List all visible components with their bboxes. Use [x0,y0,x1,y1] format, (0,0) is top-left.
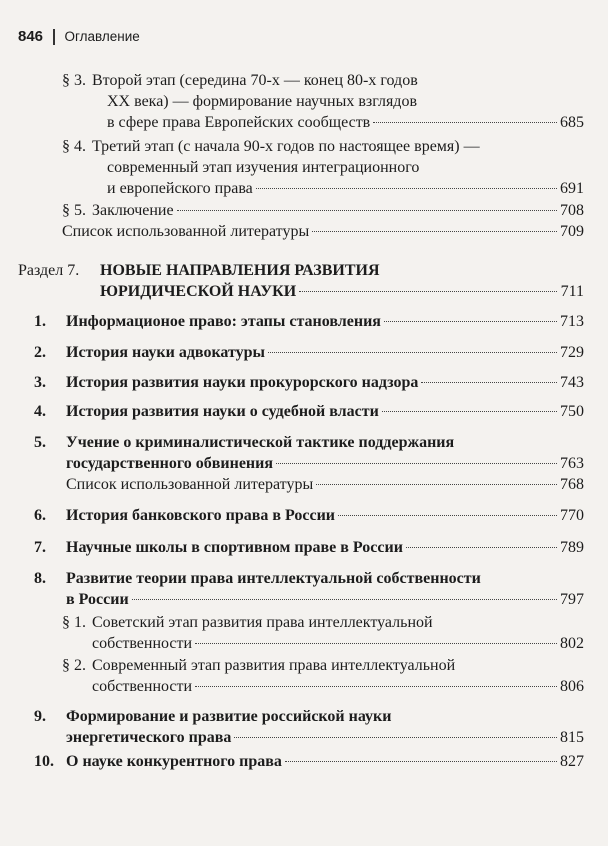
page-ref: 802 [560,635,584,652]
leader-dots [256,188,557,189]
chapter-number: 4. [34,403,46,420]
entry-line: История науки адвокатуры 729 [66,344,584,361]
leader-dots [316,484,557,485]
leader-dots [382,411,557,412]
page-ref: 685 [560,114,584,131]
page-ref: 691 [560,180,584,197]
entry-line: История развития науки о судебной власти 750 [66,403,584,420]
page-ref: 815 [560,729,584,746]
toc-entry-s5[interactable] [62,200,584,221]
entry-line: Формирование и развитие российской науки [66,708,392,725]
entry-line: История развития науки прокурорского надзора 743 [66,374,584,391]
entry-line: и европейского права 691 [107,180,584,197]
leader-dots [268,352,557,353]
page-ref: 713 [560,313,584,330]
header-title: Оглавление [64,29,140,44]
entry-line: Информационое право: этапы становления 713 [66,313,584,330]
entry-line: Научные школы в спортивном праве в России 789 [66,539,584,556]
running-header [18,28,140,45]
page-ref: 770 [560,507,584,524]
leader-dots [234,737,557,738]
toc-chapter-entry[interactable] [34,342,584,363]
entry-line: Список использованной литературы 709 [62,223,584,240]
chapter-number: 3. [34,374,46,391]
entry-line: ЮРИДИЧЕСКОЙ НАУКИ 711 [100,283,584,300]
toc-entry-bibliography[interactable] [62,221,584,242]
page-ref: 708 [560,202,584,219]
entry-line: Современный этап развития права интеллектуальной [92,657,456,674]
toc-chapter-entry[interactable] [34,432,584,474]
entry-line: Список использованной литературы 768 [66,476,584,493]
chapter-number: 6. [34,507,46,524]
section-mark: § 3. [62,72,86,89]
leader-dots [406,547,557,548]
chapter-number: 9. [34,708,46,725]
leader-dots [421,382,557,383]
page-number: 846 [18,28,44,45]
toc-chapter-entry[interactable] [34,474,584,495]
page-ref: 768 [560,476,584,493]
entry-line: Третий этап (с начала 90-х годов по настоящее время) — [92,138,480,155]
page-ref: 743 [560,374,584,391]
entry-line: государственного обвинения 763 [66,455,584,472]
chapter-number: 1. [34,313,46,330]
leader-dots [384,321,557,322]
section-mark: § 2. [62,657,86,674]
toc-section-7[interactable] [18,260,584,302]
entry-line: в России 797 [66,591,584,608]
leader-dots [373,122,557,123]
entry-line: Второй этап (середина 70-х — конец 80-х годов [92,72,418,89]
toc-chapter-entry[interactable] [34,505,584,526]
leader-dots [195,686,557,687]
header-divider [53,29,55,45]
page-ref: 750 [560,403,584,420]
page-ref: 711 [560,283,584,300]
toc-chapter-entry[interactable] [62,612,584,654]
page-ref: 729 [560,344,584,361]
toc-chapter-entry[interactable] [34,706,584,748]
page-ref: 797 [560,591,584,608]
chapter-number: 2. [34,344,46,361]
leader-dots [195,643,557,644]
section-mark: § 1. [62,614,86,631]
entry-line: в сфере права Европейских сообществ 685 [107,114,584,131]
toc-entry-s3[interactable] [62,70,584,133]
toc-chapter-entry[interactable] [34,537,584,558]
toc-chapter-entry[interactable] [34,401,584,422]
toc-entry-s4[interactable] [62,136,584,199]
chapter-number: 10. [34,753,54,770]
leader-dots [177,210,557,211]
entry-line: Заключение 708 [92,202,584,219]
leader-dots [312,231,557,232]
chapter-number: 8. [34,570,46,587]
page-ref: 806 [560,678,584,695]
entry-line: Учение о криминалистической тактике поддержания [66,434,455,451]
chapter-number: 5. [34,434,46,451]
toc-chapter-entry[interactable] [62,655,584,697]
entry-line: Развитие теории права интеллектуальной собственности [66,570,481,587]
chapter-number: 7. [34,539,46,556]
leader-dots [132,599,557,600]
leader-dots [285,761,557,762]
toc-chapter-entry[interactable] [34,568,584,610]
page-ref: 789 [560,539,584,556]
entry-line: собственности 802 [92,635,584,652]
section-mark: § 5. [62,202,86,219]
page-ref: 763 [560,455,584,472]
toc-chapter-entry[interactable] [34,751,584,772]
leader-dots [276,463,557,464]
entry-line: современный этап изучения интеграционного [107,159,420,176]
page-ref: 709 [560,223,584,240]
entry-line: Советский этап развития права интеллектуальной [92,614,433,631]
entry-line: XX века) — формирование научных взглядов [107,93,417,110]
entry-line: История банковского права в России 770 [66,507,584,524]
leader-dots [338,515,557,516]
section-label: Раздел 7. [18,262,80,279]
entry-line: энергетического права 815 [66,729,584,746]
page-ref: 827 [560,753,584,770]
entry-line: собственности 806 [92,678,584,695]
toc-chapter-entry[interactable] [34,372,584,393]
toc-chapter-entry[interactable] [34,311,584,332]
entry-line: НОВЫЕ НАПРАВЛЕНИЯ РАЗВИТИЯ [100,262,380,279]
entry-line: О науке конкурентного права 827 [66,753,584,770]
section-mark: § 4. [62,138,86,155]
leader-dots [299,291,557,292]
